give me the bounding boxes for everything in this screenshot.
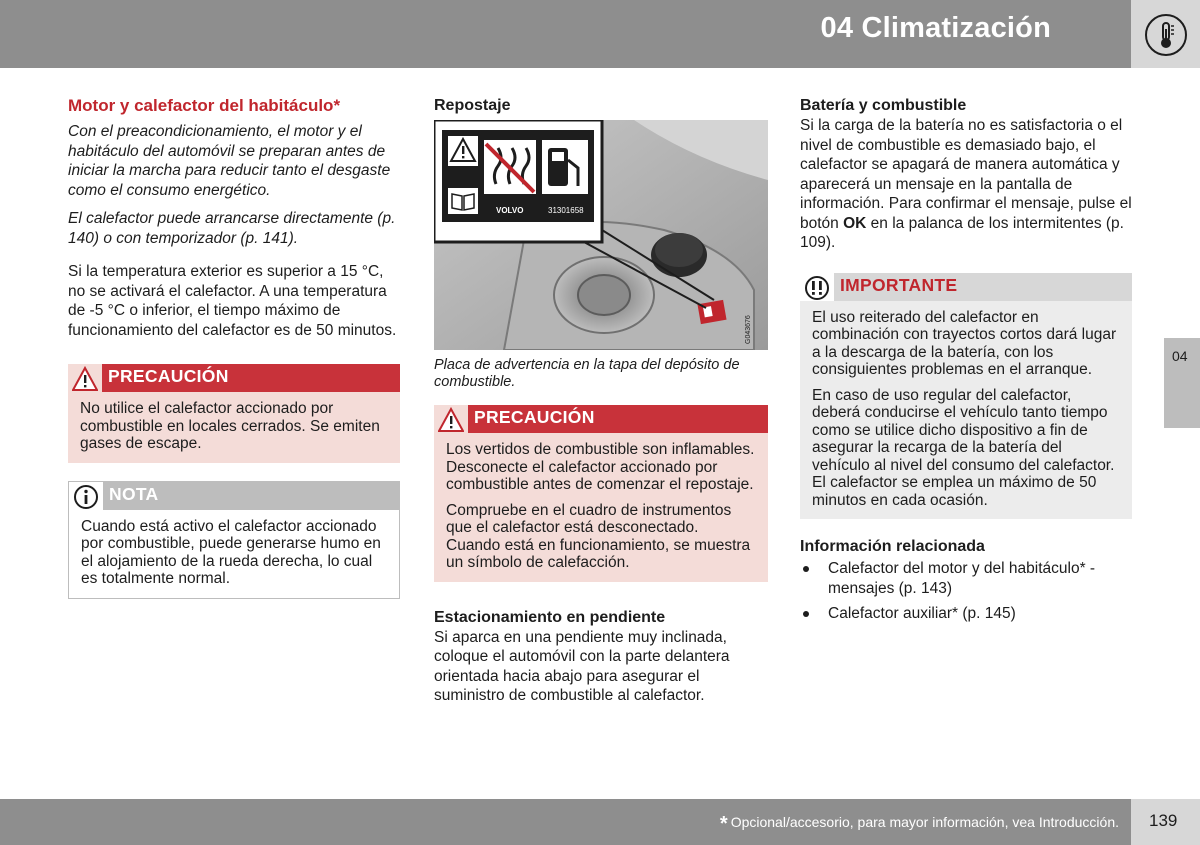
footer-asterisk: * (719, 813, 728, 835)
footer-note (720, 813, 1119, 836)
intro-paragraph: El calefactor puede arrancarse directamente (p. 140) o con temporizador (p. 141). (68, 210, 396, 247)
warning-text: Compruebe en el cuadro de instrumentos que el calefactor está desconectado. Cuando está en funcionamiento, se muestra un símbolo de calefacción. (446, 501, 751, 571)
related-link[interactable]: Calefactor del motor y del habitáculo* - mensajes (p. 143) (800, 559, 1132, 598)
thermometer-icon (1145, 14, 1187, 56)
important-header (800, 273, 1132, 301)
image-code: G043676 (745, 315, 752, 344)
important-text: El uso reiterado del calefactor en combinación con trayectos cortos dará lugar a la descarga de la batería, con los consiguientes problemas en el arranque. (812, 308, 1117, 378)
section-heading: Estacionamiento en pendiente (434, 608, 666, 626)
chapter-side-tab-label: 04 (1172, 348, 1188, 364)
warning-header (68, 364, 400, 392)
image-caption: Placa de advertencia en la tapa del depósito de combustible. (434, 357, 740, 390)
important-box (800, 273, 1132, 520)
warning-box (434, 405, 768, 582)
important-label: IMPORTANTE (840, 274, 958, 295)
body-paragraph: Si aparca en una pendiente muy inclinada, coloque el automóvil con la parte delantera orientada hacia abajo para asegurar el suministro de combustible al calefactor. (434, 628, 730, 704)
body-paragraph (800, 116, 1132, 253)
page-number: 139 (1149, 811, 1178, 830)
warning-text: No utilice el calefactor accionado por combustible en locales cerrados. Se emiten gases de escape. (80, 400, 380, 452)
note-box (68, 481, 400, 599)
important-body (800, 301, 1132, 520)
warning-body (68, 392, 400, 463)
warning-label: PRECAUCIÓN (108, 366, 229, 386)
note-body (69, 510, 399, 598)
warning-triangle-icon (438, 407, 464, 433)
info-icon (73, 484, 99, 510)
chapter-side-tab[interactable] (1164, 338, 1200, 428)
exclamation-circle-icon (804, 275, 830, 301)
warning-text: Los vertidos de combustible son inflamables. Desconecte el calefactor accionado por combustible antes de comenzar el repostaje. (446, 441, 755, 493)
warning-header (434, 405, 768, 433)
note-header (69, 482, 399, 510)
fuel-door-photo (434, 120, 768, 350)
body-text: Si la carga de la batería no es satisfactoria o el nivel de combustible es demasiado bajo, el calefactor se apagará de manera automática y aparecerá un mensaje en la pantalla de información. Para confirmar el mensaje, pulse el botón (800, 117, 1132, 232)
important-text: En caso de uso regular del calefactor, deberá conducirse el vehículo tanto tiempo como se utilice dicho dispositivo a fin de asegurar la recarga de la batería del vehículo al nivel del consumo del calefactor. El calefactor se emplea un máximo de 50 minutos en cada ocasión. (812, 386, 1115, 509)
warning-triangle-icon (72, 366, 98, 392)
warning-body (434, 433, 768, 582)
chapter-title: 04 Climatización (820, 12, 1051, 44)
intro-paragraph: Con el preacondicionamiento, el motor y el habitáculo del automóvil se preparan antes de iniciar la marcha para reducir tanto el desgaste como el consumo energético. (68, 123, 391, 199)
related-heading: Información relacionada (800, 538, 985, 555)
page-number-box (1131, 799, 1200, 845)
warning-label: PRECAUCIÓN (474, 407, 595, 427)
label-brand: VOLVO (496, 206, 524, 215)
column-2 (434, 96, 768, 715)
chapter-icon-box (1131, 0, 1200, 68)
column-3 (800, 96, 1132, 630)
note-label: NOTA (109, 483, 159, 504)
section-heading: Batería y combustible (800, 97, 967, 114)
related-link[interactable]: Calefactor auxiliar* (p. 145) (800, 604, 1132, 624)
body-text: en la palanca de los intermitentes (p. 109). (800, 214, 1124, 251)
header-bar (0, 0, 1131, 68)
body-paragraph: Si la temperatura exterior es superior a 15 °C, no se activará el calefactor. A una temperatura de -5 °C o inferior, el tiempo máximo de funcionamiento del calefactor es de 50 minutos. (68, 263, 397, 339)
ok-button-label: OK (843, 214, 867, 232)
footer-note-text: Opcional/accesorio, para mayor información, vea Introducción. (730, 814, 1119, 830)
label-code: 31301658 (548, 206, 584, 215)
footer-bar (0, 799, 1131, 845)
section-heading: Repostaje (434, 97, 511, 114)
column-1 (68, 96, 400, 599)
warning-box (68, 364, 400, 463)
note-text: Cuando está activo el calefactor accionado por combustible, puede generarse humo en el alojamiento de la rueda derecha, lo cual es totalmente normal. (81, 517, 381, 587)
related-list (800, 559, 1132, 624)
section-heading: Motor y calefactor del habitáculo* (68, 96, 341, 115)
